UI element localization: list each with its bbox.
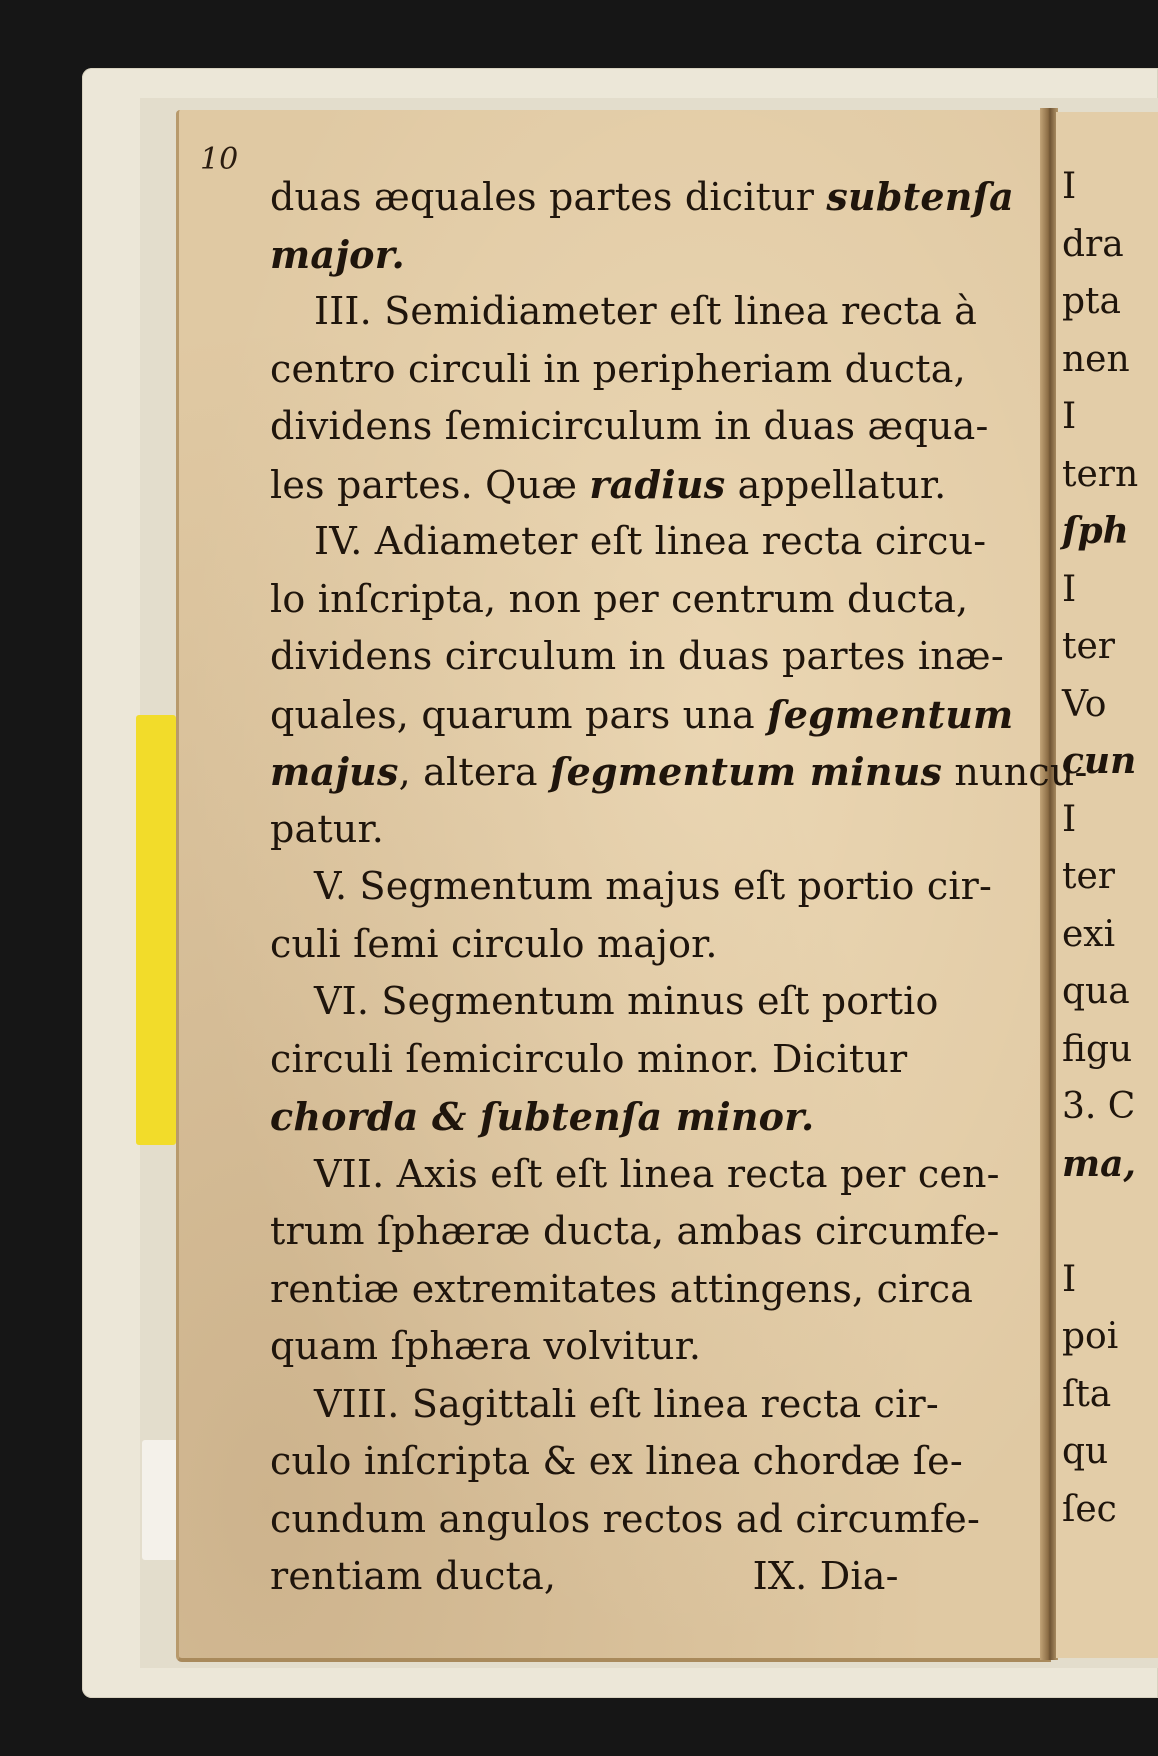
roman-text: I <box>1062 166 1077 207</box>
roman-text: , altera <box>398 750 551 794</box>
right-page-fragment <box>1056 1308 1138 1366</box>
roman-text: quales, quarum pars una <box>270 692 768 737</box>
text-line <box>270 341 1020 399</box>
right-page-fragment <box>1056 1078 1138 1136</box>
text-line <box>270 1548 1020 1606</box>
roman-text: pta <box>1062 281 1121 322</box>
roman-text: exi <box>1062 913 1116 955</box>
right-page-fragment <box>1056 273 1138 331</box>
roman-text: IX. Dia- <box>556 1554 899 1598</box>
text-line <box>270 1088 1020 1146</box>
roman-text: dra <box>1062 223 1124 265</box>
right-page-fragment <box>1056 1021 1138 1079</box>
roman-text: ter <box>1062 626 1115 667</box>
roman-text: VII. Axis eſt eſt linea recta per cen- <box>314 1151 1000 1196</box>
text-line <box>270 226 1020 284</box>
roman-text: figu <box>1062 1028 1133 1070</box>
right-page-fragment <box>1056 848 1138 906</box>
italic-text: ſegmentum minus <box>550 749 943 794</box>
italic-text: major. <box>270 231 405 277</box>
right-page-fragment <box>1056 791 1138 849</box>
italic-text: ſegmentum <box>767 691 1014 737</box>
right-page-fragment <box>1056 618 1138 676</box>
roman-text: ſec <box>1062 1488 1117 1530</box>
roman-text: duas æquales partes dicitur <box>270 175 827 219</box>
right-page-fragment <box>1056 158 1138 216</box>
roman-text: rentiæ extremitates attingens, circa <box>270 1266 974 1311</box>
roman-text: lo inſcripta, non per centrum ducta, <box>270 576 969 621</box>
text-line <box>270 743 1088 801</box>
text-line <box>270 1376 1020 1434</box>
roman-text: I <box>1062 798 1077 840</box>
roman-text: 3. C <box>1062 1086 1136 1127</box>
roman-text: dividens circulum in duas partes inæ- <box>270 634 1004 678</box>
right-page-fragment <box>1056 331 1138 389</box>
roman-text: ſta <box>1062 1373 1112 1415</box>
right-page-fragment <box>1056 1366 1138 1424</box>
text-line <box>270 1146 1020 1204</box>
right-page-fragment <box>1056 1423 1138 1481</box>
italic-text: chorda & ſubtenſa minor. <box>270 1094 815 1139</box>
right-page-fragment <box>1056 1481 1138 1539</box>
roman-text: appellatur. <box>725 462 947 507</box>
roman-text: trum ſphæræ ducta, ambas circumfe- <box>270 1209 1000 1253</box>
roman-text: Vo <box>1062 683 1107 725</box>
right-page-fragment <box>1056 1136 1138 1194</box>
roman-text: dividens ſemicirculum in duas æqua- <box>270 404 989 448</box>
text-line <box>270 686 1020 744</box>
right-page-fragment <box>1056 216 1138 274</box>
text-line <box>270 973 1020 1031</box>
roman-text: V. Segmentum majus eſt portio cir- <box>314 864 993 908</box>
text-line <box>270 628 1020 686</box>
roman-text: patur. <box>270 806 384 851</box>
roman-text: cundum angulos rectos ad circumfe- <box>270 1496 980 1541</box>
text-line <box>270 1031 1020 1089</box>
text-line <box>270 283 1020 341</box>
roman-text: qu <box>1062 1431 1109 1472</box>
roman-text: culi ſemi circulo major. <box>270 921 718 966</box>
italic-text: ſph <box>1062 510 1129 552</box>
roman-text: les partes. Quæ <box>270 462 590 507</box>
roman-text: IV. Adiameter eſt linea recta circu- <box>314 519 987 563</box>
text-line <box>270 1433 1020 1491</box>
text-line <box>270 168 1020 226</box>
text-line <box>270 456 1020 514</box>
white-flag-tab <box>142 1440 180 1560</box>
roman-text: nen <box>1062 338 1130 380</box>
roman-text: culo inſcripta & ex linea chordæ ſe- <box>270 1439 963 1483</box>
text-line <box>270 398 1020 456</box>
roman-text: nuncu- <box>942 750 1088 794</box>
roman-text: ter <box>1062 856 1115 897</box>
right-page-fragment <box>1056 1193 1138 1251</box>
right-page-fragment <box>1056 446 1138 504</box>
italic-text: ma, <box>1062 1142 1136 1185</box>
text-line <box>270 571 1020 629</box>
roman-text: I <box>1062 1258 1077 1300</box>
roman-text: III. Semidiameter eſt linea recta à <box>314 289 978 333</box>
text-line <box>270 513 1020 571</box>
italic-text: radius <box>589 461 726 507</box>
right-page-text <box>1056 158 1138 1538</box>
right-page-fragment <box>1056 963 1138 1021</box>
roman-text: rentiam ducta, <box>270 1554 557 1598</box>
right-page-fragment <box>1056 676 1138 734</box>
roman-text: I <box>1062 396 1077 437</box>
roman-text: poi <box>1062 1316 1119 1357</box>
text-line <box>270 801 1020 859</box>
italic-text: cun <box>1062 740 1137 782</box>
italic-text: subtenſa <box>826 174 1014 219</box>
right-page-fragment <box>1056 561 1138 619</box>
text-line <box>270 1491 1020 1549</box>
text-line <box>270 916 1020 974</box>
text-line <box>270 1261 1020 1319</box>
roman-text: tern <box>1062 453 1139 495</box>
right-page-fragment <box>1056 503 1138 561</box>
right-page <box>1056 112 1158 1658</box>
roman-text: quam ſphæra volvitur. <box>270 1324 702 1368</box>
right-page-fragment <box>1056 388 1138 446</box>
italic-text: majus <box>270 749 399 794</box>
right-page-fragment <box>1056 906 1138 964</box>
roman-text: I <box>1062 568 1077 610</box>
text-line <box>270 1203 1020 1261</box>
page-number: 10 <box>200 142 239 177</box>
roman-text: VI. Segmentum minus eſt portio <box>314 979 939 1023</box>
roman-text: circuli ſemicirculo minor. Dicitur <box>270 1036 908 1081</box>
text-line <box>270 1318 1020 1376</box>
roman-text: centro circuli in peripheriam ducta, <box>270 346 966 391</box>
roman-text: VIII. Sagittali eſt linea recta cir- <box>314 1381 939 1426</box>
roman-text: qua <box>1062 971 1130 1012</box>
right-page-fragment <box>1056 1251 1138 1309</box>
text-line <box>270 858 1020 916</box>
yellow-flag-tab <box>136 715 176 1145</box>
